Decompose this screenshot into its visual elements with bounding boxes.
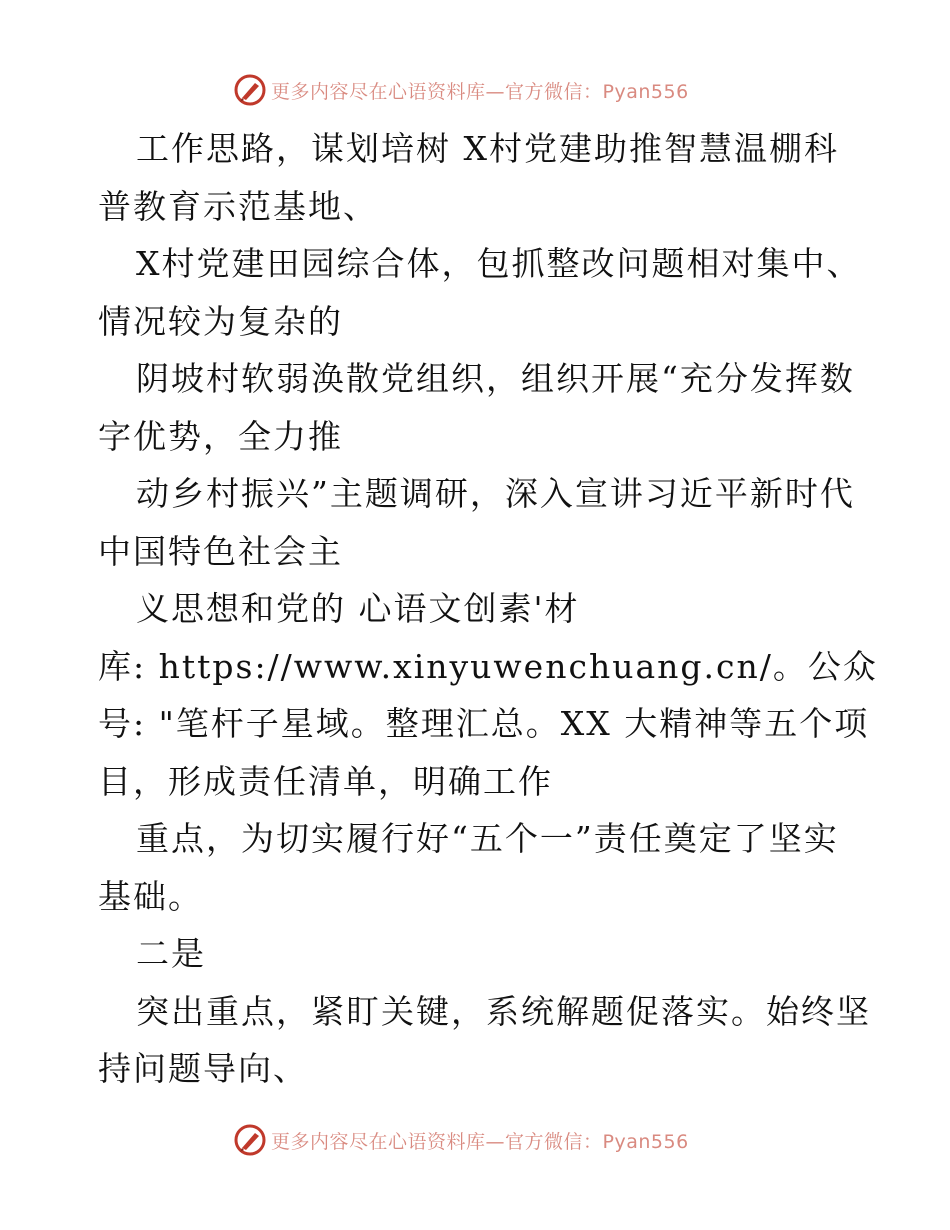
- footer-banner-text: 更多内容尽在心语资料库—官方微信：Pyan556: [271, 1130, 689, 1153]
- text-line: 阴坡村软弱涣散党组织，组织开展“充分发挥数: [136, 359, 855, 398]
- header-banner-text: 更多内容尽在心语资料库—官方微信：Pyan556: [271, 80, 689, 103]
- footer-banner: [233, 1122, 689, 1158]
- text-line: 目，形成责任清单，明确工作: [98, 761, 553, 801]
- text-line: 义思想和党的 心语文创素'材: [136, 589, 580, 628]
- pen-logo-icon: [233, 1123, 267, 1157]
- text-line: 基础。: [98, 876, 203, 916]
- text-line: 重点，为切实履行好“五个一”责任奠定了坚实: [136, 819, 839, 858]
- text-line: 普教育示范基地、: [98, 186, 378, 226]
- text-line: 库: https://www.xinyuwenchuang.cn/。公众: [98, 646, 878, 686]
- text-line: 动乡村振兴”主题调研，深入宣讲习近平新时代: [136, 474, 855, 513]
- text-line: 中国特色社会主: [98, 531, 343, 571]
- text-line: 字优势，全力推: [98, 416, 343, 456]
- pen-logo-icon: [233, 73, 267, 107]
- text-line: 二是: [136, 934, 206, 973]
- text-line: 工作思路，谋划培树 X村党建助推智慧温棚科: [136, 129, 839, 168]
- text-line: 情况较为复杂的: [98, 301, 343, 341]
- header-banner: [233, 72, 689, 108]
- document-body: [98, 120, 878, 1098]
- text-line: 号: "笔杆子星域。整理汇总。XX 大精神等五个项: [98, 704, 870, 743]
- text-line: 持问题导向、: [98, 1049, 308, 1088]
- text-line: X村党建田园综合体，包抓整改问题相对集中、: [136, 244, 862, 283]
- text-line: 突出重点，紧盯关键，系统解题促落实。始终坚: [136, 991, 871, 1031]
